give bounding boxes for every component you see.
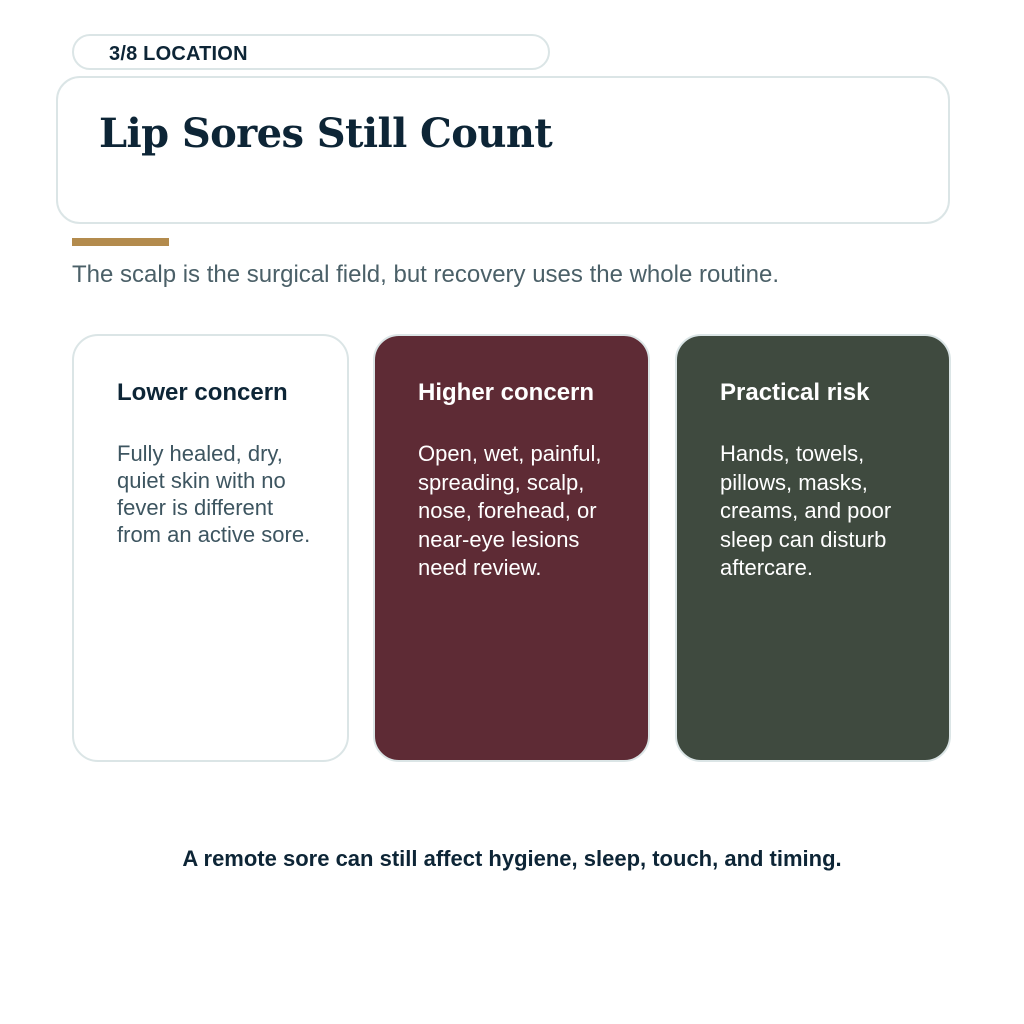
card-practical-risk bbox=[675, 334, 951, 762]
card-body: Fully healed, dry, quiet skin with no fever is different from an active sore. bbox=[117, 441, 311, 547]
accent-bar bbox=[72, 238, 169, 246]
card-heading: Practical risk bbox=[720, 379, 870, 406]
card-body: Open, wet, painful, spreading, scalp, nose, forehead, or near-eye lesions need review. bbox=[418, 441, 602, 580]
section-pill bbox=[72, 34, 550, 70]
page-subtitle: The scalp is the surgical field, but recovery uses the whole routine. bbox=[72, 261, 780, 288]
section-pill-label: 3/8 LOCATION bbox=[109, 43, 248, 65]
card-body: Hands, towels, pillows, masks, creams, and poor sleep can disturb aftercare. bbox=[720, 441, 892, 580]
title-card bbox=[56, 76, 950, 224]
card-lower-concern bbox=[72, 334, 349, 762]
card-heading: Lower concern bbox=[117, 379, 288, 406]
page-title: Lip Sores Still Count bbox=[99, 110, 553, 157]
card-heading: Higher concern bbox=[418, 379, 595, 406]
footer-note: A remote sore can still affect hygiene, sleep, touch, and timing. bbox=[182, 846, 842, 871]
card-higher-concern bbox=[373, 334, 650, 762]
